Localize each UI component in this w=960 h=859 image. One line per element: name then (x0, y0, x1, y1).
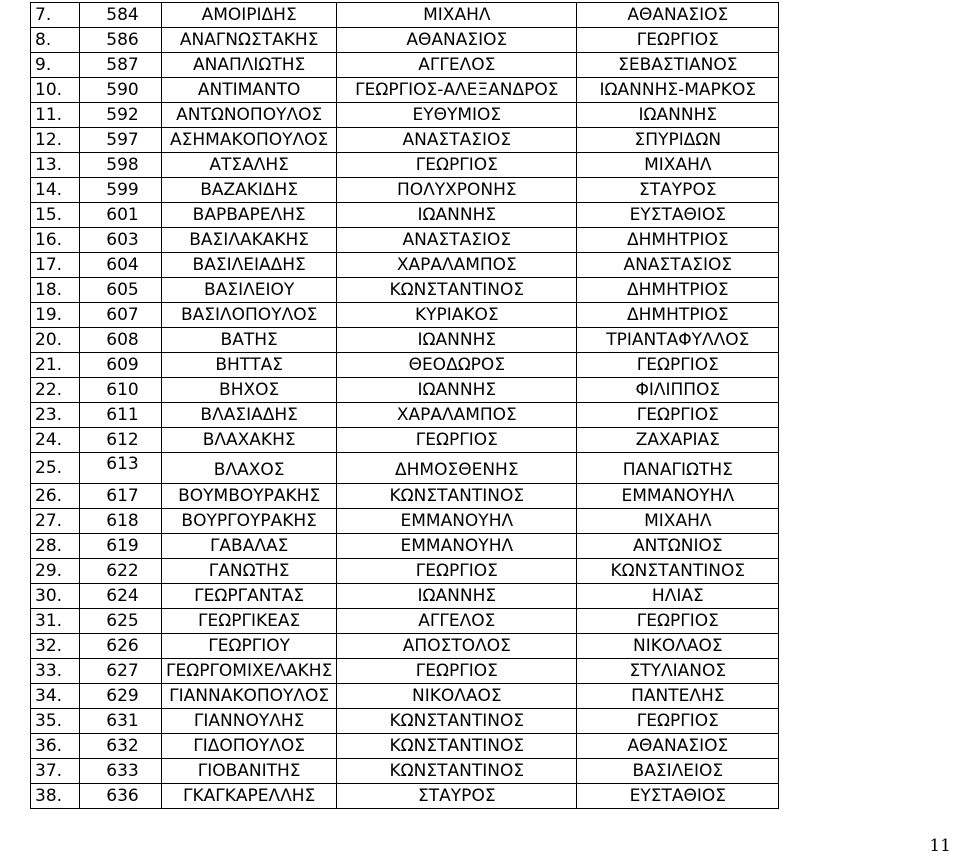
registry-code: 633 (80, 759, 162, 784)
first-name-cell: ΕΥΘΥΜΙΟΣ (337, 103, 577, 128)
surname-cell: ΒΟΥΡΓΟΥΡΑΚΗΣ (162, 509, 337, 534)
surname-cell: ΓΕΩΡΓΙΟΥ (162, 634, 337, 659)
first-name-cell: ΚΥΡΙΑΚΟΣ (337, 303, 577, 328)
row-index: 34. (31, 684, 80, 709)
row-index: 8. (31, 28, 80, 53)
father-name-cell: ΓΕΩΡΓΙΟΣ (577, 403, 779, 428)
registry-code: 601 (80, 203, 162, 228)
table-row (31, 403, 779, 428)
surname-cell: ΑΝΤΩΝΟΠΟΥΛΟΣ (162, 103, 337, 128)
father-name-cell: ΝΙΚΟΛΑΟΣ (577, 634, 779, 659)
registry-code: 629 (80, 684, 162, 709)
first-name-cell: ΑΓΓΕΛΟΣ (337, 53, 577, 78)
table-row (31, 559, 779, 584)
table-row (31, 784, 779, 809)
table-row (31, 178, 779, 203)
row-index: 31. (31, 609, 80, 634)
registry-code: 607 (80, 303, 162, 328)
first-name-cell: ΑΝΑΣΤΑΣΙΟΣ (337, 228, 577, 253)
surname-cell: ΒΗΤΤΑΣ (162, 353, 337, 378)
row-index: 27. (31, 509, 80, 534)
row-index: 7. (31, 3, 80, 28)
surname-cell: ΓΑΝΩΤΗΣ (162, 559, 337, 584)
first-name-cell: ΙΩΑΝΝΗΣ (337, 328, 577, 353)
registry-code: 609 (80, 353, 162, 378)
father-name-cell: ΣΤΑΥΡΟΣ (577, 178, 779, 203)
first-name-cell: ΓΕΩΡΓΙΟΣ (337, 559, 577, 584)
registry-code: 622 (80, 559, 162, 584)
registry-code: 631 (80, 709, 162, 734)
row-index: 15. (31, 203, 80, 228)
table-row (31, 128, 779, 153)
first-name-cell: ΑΘΑΝΑΣΙΟΣ (337, 28, 577, 53)
surname-cell: ΑΝΑΠΛΙΩΤΗΣ (162, 53, 337, 78)
table-row (31, 303, 779, 328)
row-index: 11. (31, 103, 80, 128)
father-name-cell: ΗΛΙΑΣ (577, 584, 779, 609)
registry-code: 598 (80, 153, 162, 178)
registry-code: 625 (80, 609, 162, 634)
father-name-cell: ΓΕΩΡΓΙΟΣ (577, 709, 779, 734)
registry-code: 613 (80, 453, 162, 484)
father-name-cell: ΑΘΑΝΑΣΙΟΣ (577, 734, 779, 759)
surname-cell: ΒΗΧΟΣ (162, 378, 337, 403)
row-index: 28. (31, 534, 80, 559)
first-name-cell: ΙΩΑΝΝΗΣ (337, 584, 577, 609)
row-index: 16. (31, 228, 80, 253)
first-name-cell: ΚΩΝΣΤΑΝΤΙΝΟΣ (337, 484, 577, 509)
table-row (31, 153, 779, 178)
row-index: 18. (31, 278, 80, 303)
table-row (31, 203, 779, 228)
first-name-cell: ΧΑΡΑΛΑΜΠΟΣ (337, 253, 577, 278)
surname-cell: ΓΕΩΡΓΑΝΤΑΣ (162, 584, 337, 609)
father-name-cell: ΔΗΜΗΤΡΙΟΣ (577, 228, 779, 253)
surname-cell: ΒΛΑΣΙΑΔΗΣ (162, 403, 337, 428)
row-index: 24. (31, 428, 80, 453)
father-name-cell: ΒΑΣΙΛΕΙΟΣ (577, 759, 779, 784)
table-row (31, 659, 779, 684)
father-name-cell: ΖΑΧΑΡΙΑΣ (577, 428, 779, 453)
table-row (31, 684, 779, 709)
table-row (31, 103, 779, 128)
table-row (31, 378, 779, 403)
father-name-cell: ΚΩΝΣΤΑΝΤΙΝΟΣ (577, 559, 779, 584)
row-index: 13. (31, 153, 80, 178)
surname-cell: ΑΜΟΙΡΙΔΗΣ (162, 3, 337, 28)
father-name-cell: ΠΑΝΤΕΛΗΣ (577, 684, 779, 709)
row-index: 25. (31, 453, 80, 484)
registry-code: 586 (80, 28, 162, 53)
row-index: 35. (31, 709, 80, 734)
father-name-cell: ΙΩΑΝΝΗΣ-ΜΑΡΚΟΣ (577, 78, 779, 103)
father-name-cell: ΠΑΝΑΓΙΩΤΗΣ (577, 453, 779, 484)
surname-cell: ΑΝΤΙΜΑΝΤΟ (162, 78, 337, 103)
table-row (31, 609, 779, 634)
first-name-cell: ΓΕΩΡΓΙΟΣ (337, 659, 577, 684)
first-name-cell: ΕΜΜΑΝΟΥΗΛ (337, 509, 577, 534)
first-name-cell: ΚΩΝΣΤΑΝΤΙΝΟΣ (337, 709, 577, 734)
father-name-cell: ΕΜΜΑΝΟΥΗΛ (577, 484, 779, 509)
registry-code: 617 (80, 484, 162, 509)
surname-cell: ΒΑΣΙΛΟΠΟΥΛΟΣ (162, 303, 337, 328)
registry-code: 618 (80, 509, 162, 534)
father-name-cell: ΔΗΜΗΤΡΙΟΣ (577, 278, 779, 303)
registry-code: 604 (80, 253, 162, 278)
table-row (31, 534, 779, 559)
first-name-cell: ΑΠΟΣΤΟΛΟΣ (337, 634, 577, 659)
table-row (31, 734, 779, 759)
row-index: 23. (31, 403, 80, 428)
row-index: 37. (31, 759, 80, 784)
row-index: 12. (31, 128, 80, 153)
first-name-cell: ΚΩΝΣΤΑΝΤΙΝΟΣ (337, 759, 577, 784)
registry-code: 608 (80, 328, 162, 353)
row-index: 17. (31, 253, 80, 278)
table-row (31, 228, 779, 253)
father-name-cell: ΣΠΥΡΙΔΩΝ (577, 128, 779, 153)
father-name-cell: ΑΝΤΩΝΙΟΣ (577, 534, 779, 559)
registry-code: 592 (80, 103, 162, 128)
row-index: 33. (31, 659, 80, 684)
registry-code: 584 (80, 3, 162, 28)
father-name-cell: ΓΕΩΡΓΙΟΣ (577, 609, 779, 634)
row-index: 29. (31, 559, 80, 584)
surname-cell: ΒΑΡΒΑΡΕΛΗΣ (162, 203, 337, 228)
row-index: 32. (31, 634, 80, 659)
registry-code: 603 (80, 228, 162, 253)
surname-cell: ΒΟΥΜΒΟΥΡΑΚΗΣ (162, 484, 337, 509)
first-name-cell: ΠΟΛΥΧΡΟΝΗΣ (337, 178, 577, 203)
surname-cell: ΑΝΑΓΝΩΣΤΑΚΗΣ (162, 28, 337, 53)
row-index: 14. (31, 178, 80, 203)
table-row (31, 509, 779, 534)
registry-code: 611 (80, 403, 162, 428)
registry-code: 597 (80, 128, 162, 153)
first-name-cell: ΓΕΩΡΓΙΟΣ (337, 153, 577, 178)
row-index: 20. (31, 328, 80, 353)
surname-cell: ΑΣΗΜΑΚΟΠΟΥΛΟΣ (162, 128, 337, 153)
table-row (31, 278, 779, 303)
table-row (31, 428, 779, 453)
surname-cell: ΓΙΑΝΝΑΚΟΠΟΥΛΟΣ (162, 684, 337, 709)
first-name-cell: ΝΙΚΟΛΑΟΣ (337, 684, 577, 709)
table-row (31, 453, 779, 484)
registry-code: 627 (80, 659, 162, 684)
surname-cell: ΒΛΑΧΑΚΗΣ (162, 428, 337, 453)
surname-cell: ΒΑΖΑΚΙΔΗΣ (162, 178, 337, 203)
table-row (31, 759, 779, 784)
surname-cell: ΒΑΣΙΛΕΙΑΔΗΣ (162, 253, 337, 278)
first-name-cell: ΜΙΧΑΗΛ (337, 3, 577, 28)
first-name-cell: ΙΩΑΝΝΗΣ (337, 203, 577, 228)
surname-cell: ΒΛΑΧΟΣ (162, 453, 337, 484)
row-index: 36. (31, 734, 80, 759)
row-index: 30. (31, 584, 80, 609)
table-row (31, 253, 779, 278)
surname-cell: ΑΤΣΑΛΗΣ (162, 153, 337, 178)
father-name-cell: ΑΘΑΝΑΣΙΟΣ (577, 3, 779, 28)
surname-cell: ΒΑΣΙΛΑΚΑΚΗΣ (162, 228, 337, 253)
table-row (31, 28, 779, 53)
first-name-cell: ΚΩΝΣΤΑΝΤΙΝΟΣ (337, 278, 577, 303)
row-index: 10. (31, 78, 80, 103)
table-row (31, 353, 779, 378)
first-name-cell: ΚΩΝΣΤΑΝΤΙΝΟΣ (337, 734, 577, 759)
registry-code: 590 (80, 78, 162, 103)
father-name-cell: ΙΩΑΝΝΗΣ (577, 103, 779, 128)
father-name-cell: ΜΙΧΑΗΛ (577, 509, 779, 534)
table-row (31, 634, 779, 659)
registry-code: 624 (80, 584, 162, 609)
surname-cell: ΒΑΣΙΛΕΙΟΥ (162, 278, 337, 303)
registry-code: 599 (80, 178, 162, 203)
first-name-cell: ΓΕΩΡΓΙΟΣ (337, 428, 577, 453)
page-number: 11 (929, 836, 951, 856)
father-name-cell: ΕΥΣΤΑΘΙΟΣ (577, 203, 779, 228)
surname-cell: ΓΙΔΟΠΟΥΛΟΣ (162, 734, 337, 759)
registry-code: 605 (80, 278, 162, 303)
first-name-cell: ΘΕΟΔΩΡΟΣ (337, 353, 577, 378)
first-name-cell: ΑΓΓΕΛΟΣ (337, 609, 577, 634)
father-name-cell: ΜΙΧΑΗΛ (577, 153, 779, 178)
surname-cell: ΓΕΩΡΓΙΚΕΑΣ (162, 609, 337, 634)
father-name-cell: ΣΤΥΛΙΑΝΟΣ (577, 659, 779, 684)
surname-cell: ΓΙΑΝΝΟΥΛΗΣ (162, 709, 337, 734)
registry-code: 610 (80, 378, 162, 403)
row-index: 22. (31, 378, 80, 403)
first-name-cell: ΙΩΑΝΝΗΣ (337, 378, 577, 403)
surname-cell: ΓΕΩΡΓΟΜΙΧΕΛΑΚΗΣ (162, 659, 337, 684)
table-row (31, 53, 779, 78)
father-name-cell: ΔΗΜΗΤΡΙΟΣ (577, 303, 779, 328)
registry-code: 632 (80, 734, 162, 759)
first-name-cell: ΣΤΑΥΡΟΣ (337, 784, 577, 809)
table-row (31, 78, 779, 103)
first-name-cell: ΑΝΑΣΤΑΣΙΟΣ (337, 128, 577, 153)
roster-table-body (31, 3, 779, 809)
registry-code: 636 (80, 784, 162, 809)
father-name-cell: ΓΕΩΡΓΙΟΣ (577, 28, 779, 53)
row-index: 21. (31, 353, 80, 378)
table-row (31, 709, 779, 734)
father-name-cell: ΕΥΣΤΑΘΙΟΣ (577, 784, 779, 809)
father-name-cell: ΑΝΑΣΤΑΣΙΟΣ (577, 253, 779, 278)
registry-code: 619 (80, 534, 162, 559)
registry-code: 626 (80, 634, 162, 659)
row-index: 19. (31, 303, 80, 328)
row-index: 9. (31, 53, 80, 78)
roster-table (30, 2, 779, 809)
surname-cell: ΓΚΑΓΚΑΡΕΛΛΗΣ (162, 784, 337, 809)
registry-code: 612 (80, 428, 162, 453)
father-name-cell: ΣΕΒΑΣΤΙΑΝΟΣ (577, 53, 779, 78)
surname-cell: ΓΑΒΑΛΑΣ (162, 534, 337, 559)
first-name-cell: ΔΗΜΟΣΘΕΝΗΣ (337, 453, 577, 484)
first-name-cell: ΧΑΡΑΛΑΜΠΟΣ (337, 403, 577, 428)
first-name-cell: ΕΜΜΑΝΟΥΗΛ (337, 534, 577, 559)
father-name-cell: ΤΡΙΑΝΤΑΦΥΛΛΟΣ (577, 328, 779, 353)
table-row (31, 584, 779, 609)
table-row (31, 328, 779, 353)
registry-code: 587 (80, 53, 162, 78)
table-row (31, 484, 779, 509)
surname-cell: ΓΙΟΒΑΝΙΤΗΣ (162, 759, 337, 784)
row-index: 26. (31, 484, 80, 509)
father-name-cell: ΦΙΛΙΠΠΟΣ (577, 378, 779, 403)
father-name-cell: ΓΕΩΡΓΙΟΣ (577, 353, 779, 378)
first-name-cell: ΓΕΩΡΓΙΟΣ-ΑΛΕΞΑΝΔΡΟΣ (337, 78, 577, 103)
table-row (31, 3, 779, 28)
surname-cell: ΒΑΤΗΣ (162, 328, 337, 353)
row-index: 38. (31, 784, 80, 809)
